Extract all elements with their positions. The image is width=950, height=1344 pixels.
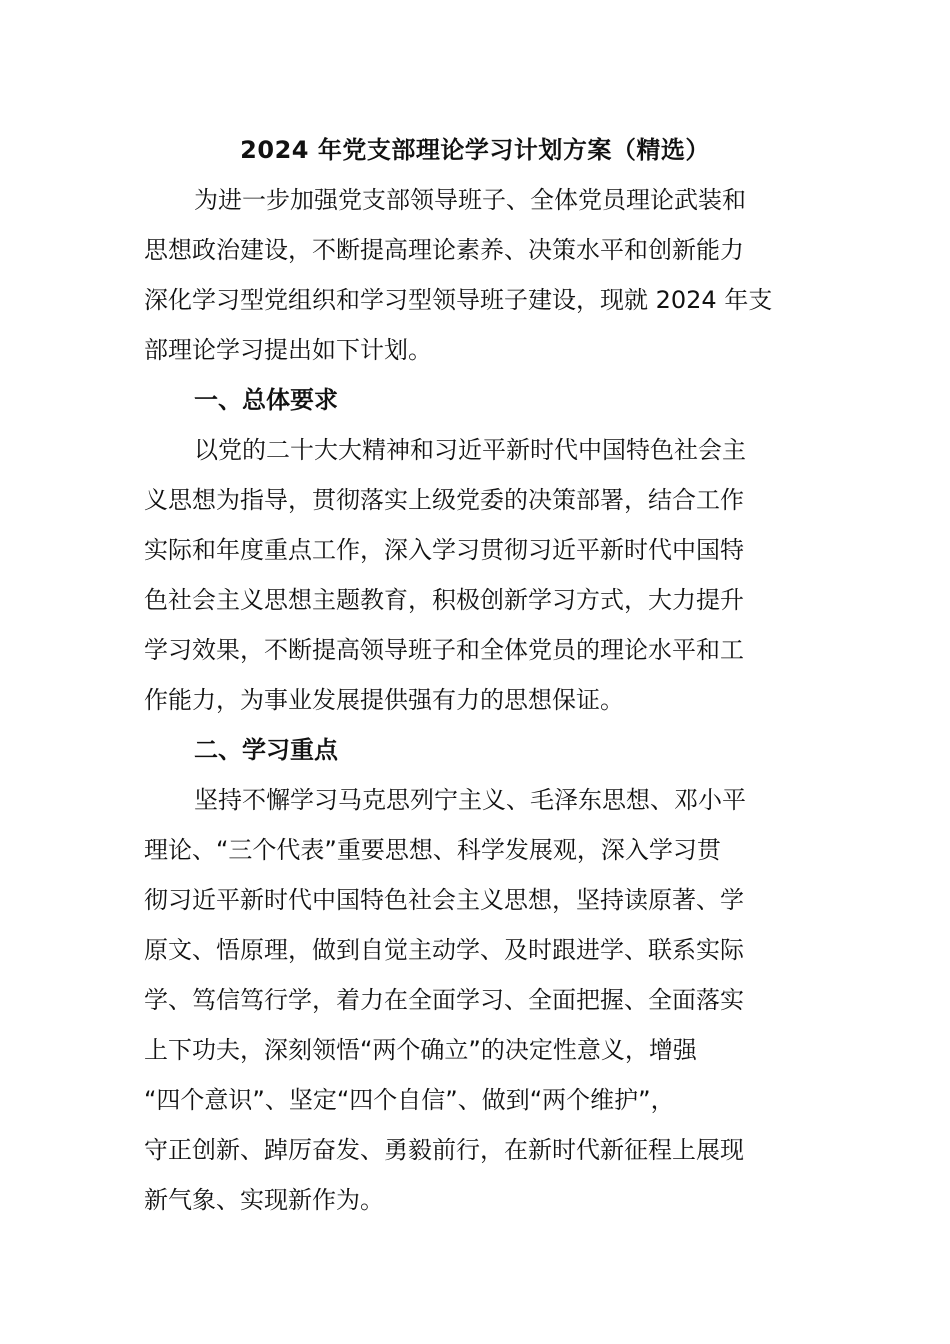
paragraph-line: 深化学习型党组织和学习型领导班子建设，现就 2024 年支	[144, 286, 773, 314]
paragraph-line: 上下功夫，深刻领悟“两个确立”的决定性意义，增强	[144, 1036, 697, 1064]
paragraph-line: 守正创新、踔厉奋发、勇毅前行，在新时代新征程上展现	[144, 1136, 744, 1164]
paragraph-line: 部理论学习提出如下计划。	[144, 336, 432, 364]
paragraph-line: 实际和年度重点工作，深入学习贯彻习近平新时代中国特	[144, 536, 744, 564]
paragraph-line: “四个意识”、坚定“四个自信”、做到“两个维护”，	[144, 1086, 675, 1114]
paragraph-line: 原文、悟原理，做到自觉主动学、及时跟进学、联系实际	[144, 936, 744, 964]
paragraph-line: 学习效果，不断提高领导班子和全体党员的理论水平和工	[144, 636, 744, 664]
section-heading-study-focus: 二、学习重点	[194, 736, 338, 764]
paragraph-line: 为进一步加强党支部领导班子、全体党员理论武装和	[194, 186, 746, 214]
paragraph-line: 色社会主义思想主题教育，积极创新学习方式，大力提升	[144, 586, 744, 614]
paragraph-line: 以党的二十大大精神和习近平新时代中国特色社会主	[194, 436, 746, 464]
paragraph-line: 坚持不懈学习马克思列宁主义、毛泽东思想、邓小平	[194, 786, 746, 814]
paragraph-line: 理论、“三个代表”重要思想、科学发展观，深入学习贯	[144, 836, 721, 864]
paragraph-line: 新气象、实现新作为。	[144, 1186, 384, 1214]
section-heading-general-requirements: 一、总体要求	[194, 386, 338, 414]
paragraph-line: 彻习近平新时代中国特色社会主义思想，坚持读原著、学	[144, 886, 744, 914]
paragraph-line: 思想政治建设，不断提高理论素养、决策水平和创新能力	[144, 236, 744, 264]
document-title: 2024 年党支部理论学习计划方案（精选）	[240, 136, 710, 164]
paragraph-line: 义思想为指导，贯彻落实上级党委的决策部署，结合工作	[144, 486, 744, 514]
paragraph-line: 学、笃信笃行学，着力在全面学习、全面把握、全面落实	[144, 986, 744, 1014]
paragraph-line: 作能力，为事业发展提供强有力的思想保证。	[144, 686, 624, 714]
